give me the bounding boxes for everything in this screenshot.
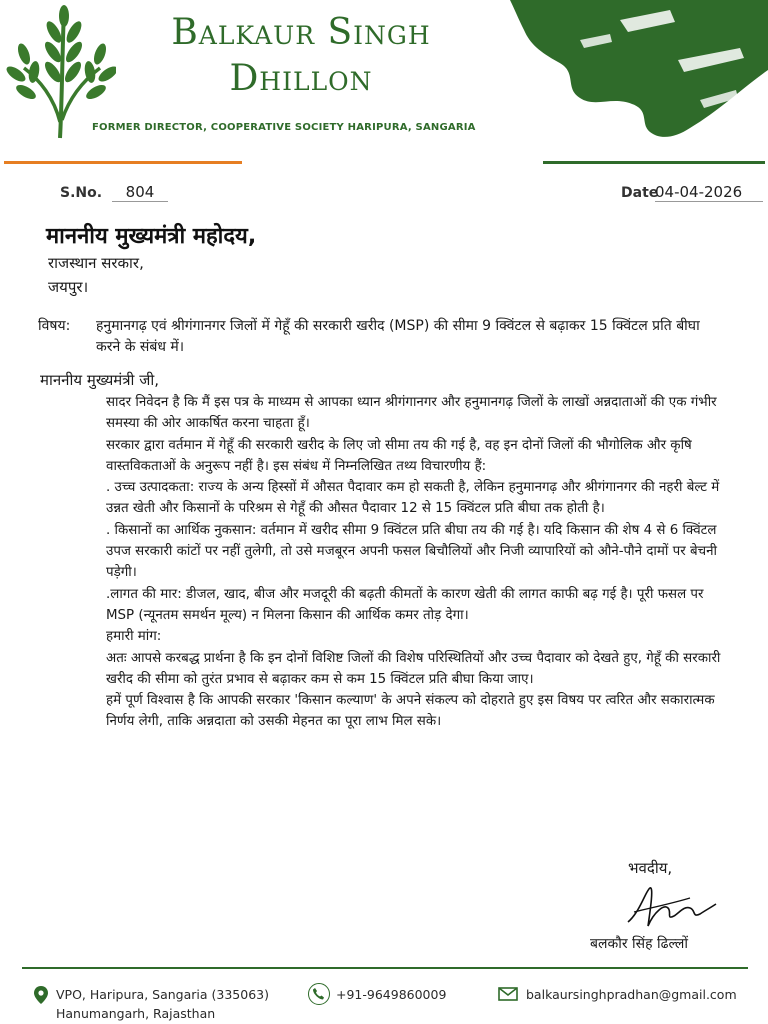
letterhead-name-line1: Balkaur Singh	[171, 12, 431, 53]
date-label: Date	[621, 185, 659, 201]
body-paragraph: . उच्च उत्पादकता: राज्य के अन्य हिस्सों में औसत पैदावार कम हो सकती है, लेकिन हनुमानगढ़ और श्रीगंगानगर की नहरी बेल्ट में उन्नत खेती और किसानों के परिश्रम से गेहूँ की औसत पैदावार 12 से 15 क्विंटल प्रति बीघा तक होती है।	[106, 480, 720, 517]
letter-body	[106, 392, 724, 733]
salutation: माननीय मुख्यमंत्री महोदय,	[46, 224, 257, 249]
body-paragraph: .लागत की मार: डीजल, खाद, बीज और मजदूरी की बढ़ती कीमतों के कारण खेती की लागत काफी बढ़ गई है। पूरी फसल पर MSP (न्यूनतम समर्थन मूल्य) न मिलना किसान की आर्थिक कमर तोड़ देगा।	[106, 586, 704, 623]
letterhead-name	[136, 10, 466, 102]
letterhead-name-line2: Dhillon	[229, 58, 373, 99]
phone-icon	[308, 983, 330, 1005]
envelope-icon	[498, 987, 518, 1001]
body-paragraph: हमें पूर्ण विश्वास है कि आपकी सरकार 'किसान कल्याण' के अपने संकल्प को दोहराते हुए इस विषय पर त्वरित और सकारात्मक निर्णय लेगी, ताकि अन्नदाता को उसकी मेहनत का पूरा लाभ मिल सके।	[106, 693, 715, 730]
body-paragraph: सरकार द्वारा वर्तमान में गेहूँ की सरकारी खरीद के लिए जो सीमा तय की गई है, वह इन दोनों जिलों की भौगोलिक और कृषि वास्तविकताओं के अनुरूप नहीं है। इस संबंध में निम्नलिखित तथ्य विचारणीय हैं:	[106, 437, 692, 474]
signature	[620, 882, 720, 932]
footer-address-line1: VPO, Haripura, Sangaria (335063)	[56, 987, 269, 1002]
serial-number-value: 804	[112, 183, 168, 202]
recipient-address-line1: राजस्थान सरकार,	[48, 254, 144, 272]
body-paragraph: . किसानों का आर्थिक नुकसान: वर्तमान में खरीद सीमा 9 क्विंटल प्रति बीघा तय की गई है। यदि किसान की शेष 4 से 6 क्विंटल उपज सरकारी कांटों पर नहीं तुलेगी, तो उसे मजबूरन अपनी फसल बिचौलियों और निजी व्यापारियों को औने-पौने दामों पर बेचनी पड़ेगी।	[106, 522, 718, 581]
body-paragraph: अतः आपसे करबद्ध प्रार्थना है कि इन दोनों विशिष्ट जिलों की विशेष परिस्थितियों और उच्च पैदावार को देखते हुए, गेहूँ की सरकारी खरीद की सीमा को तुरंत प्रभाव से बढ़ाकर कम से कम 15 क्विंटल प्रति बीघा किया जाए।	[106, 650, 721, 687]
footer-address-line2: Hanumangarh, Rajasthan	[56, 1006, 216, 1021]
serial-number-label: S.No.	[60, 185, 103, 201]
footer-rule	[22, 967, 748, 969]
demand-heading: हमारी मांग:	[106, 629, 162, 645]
body-paragraph: सादर निवेदन है कि मैं इस पत्र के माध्यम से आपका ध्यान श्रीगंगानगर और हनुमानगढ़ जिलों के लाखों अन्नदाताओं की एक गंभीर समस्या की ओर आकर्षित करना चाहता हूँ।	[106, 395, 717, 432]
footer-phone[interactable]: +91-9649860009	[336, 987, 447, 1002]
header-rule-orange	[4, 161, 242, 164]
letterhead-designation: FORMER DIRECTOR, COOPERATIVE SOCIETY HARIPURA, SANGARIA	[92, 122, 476, 133]
footer-email[interactable]: balkaursinghpradhan@gmail.com	[526, 987, 737, 1002]
signatory-name: बलकौर सिंह ढिल्लों	[590, 936, 688, 952]
subject-label: विषय:	[38, 318, 71, 334]
subject-text: हनुमानगढ़ एवं श्रीगंगानगर जिलों में गेहूँ की सरकारी खरीद (MSP) की सीमा 9 क्विंटल से बढ़ाकर 15 क्विंटल प्रति बीघा करने के संबंध में।	[96, 318, 700, 355]
greeting: माननीय मुख्यमंत्री जी,	[40, 371, 159, 389]
header-rule-green	[543, 161, 765, 164]
date-value: 04-04-2026	[655, 183, 763, 202]
wheat-logo	[6, 2, 116, 142]
recipient-address-line2: जयपुर।	[48, 278, 89, 296]
valediction: भवदीय,	[628, 859, 673, 877]
brush-stroke-decoration	[500, 0, 768, 150]
location-pin-icon	[34, 986, 48, 1004]
